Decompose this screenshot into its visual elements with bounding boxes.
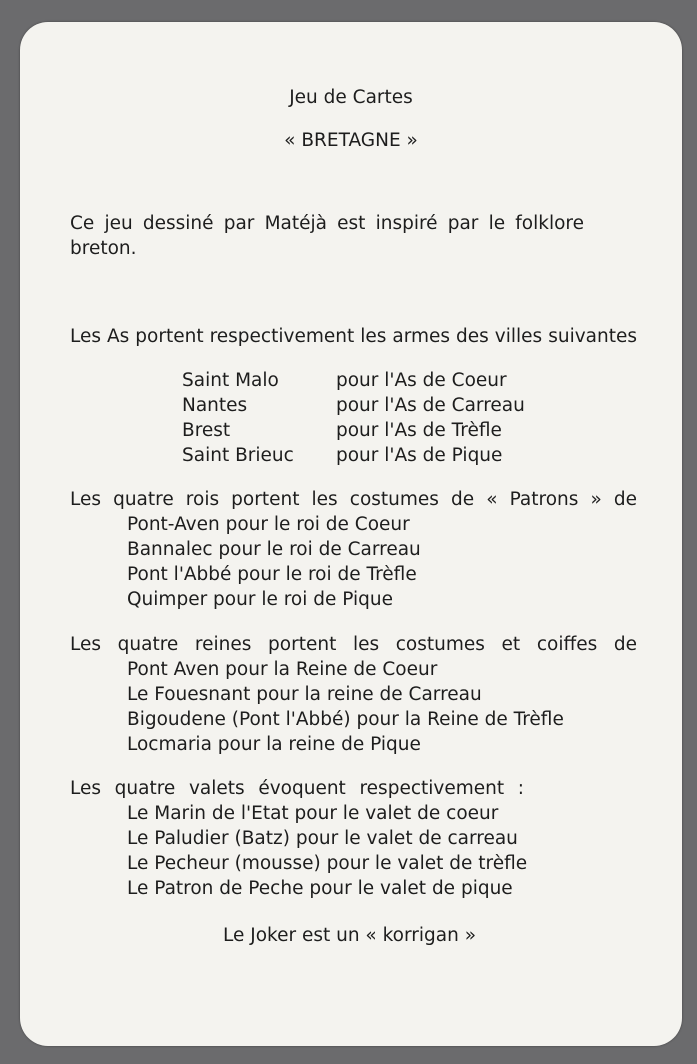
jacks-item: Le Marin de l'Etat pour le valet de coeur bbox=[127, 803, 499, 824]
kings-heading: Les quatre rois portent les costumes de « Patrons » de bbox=[70, 489, 637, 510]
aces-card: pour l'As de Pique bbox=[336, 445, 503, 466]
joker-line: Le Joker est un « korrigan » bbox=[223, 925, 477, 946]
aces-card: pour l'As de Coeur bbox=[336, 370, 507, 391]
aces-card: pour l'As de Trèfle bbox=[336, 420, 502, 441]
queens-item: Bigoudene (Pont l'Abbé) pour la Reine de Trèfle bbox=[127, 709, 564, 730]
kings-item: Pont-Aven pour le roi de Coeur bbox=[127, 514, 410, 535]
page-title: Jeu de Cartes bbox=[289, 87, 413, 108]
aces-card: pour l'As de Carreau bbox=[336, 395, 525, 416]
intro-line-1: Ce jeu dessiné par Matéjà est inspiré par le folklore bbox=[70, 213, 584, 234]
aces-city: Saint Malo bbox=[182, 370, 279, 391]
queens-item: Pont Aven pour la Reine de Coeur bbox=[127, 659, 438, 680]
jacks-heading: Les quatre valets évoquent respectivement : bbox=[70, 778, 524, 799]
queens-item: Locmaria pour la reine de Pique bbox=[127, 734, 421, 755]
jacks-item: Le Pecheur (mousse) pour le valet de trèfle bbox=[127, 853, 528, 874]
aces-heading: Les As portent respectivement les armes des villes suivantes bbox=[70, 326, 637, 347]
aces-city: Nantes bbox=[182, 395, 248, 416]
kings-item: Pont l'Abbé pour le roi de Trèfle bbox=[127, 564, 417, 585]
page-subtitle: « BRETAGNE » bbox=[284, 130, 418, 151]
jacks-item: Le Patron de Peche pour le valet de pique bbox=[127, 878, 513, 899]
kings-item: Bannalec pour le roi de Carreau bbox=[127, 539, 421, 560]
aces-city: Saint Brieuc bbox=[182, 445, 294, 466]
aces-city: Brest bbox=[182, 420, 231, 441]
queens-item: Le Fouesnant pour la reine de Carreau bbox=[127, 684, 482, 705]
queens-heading: Les quatre reines portent les costumes et coiffes de bbox=[70, 634, 637, 655]
kings-item: Quimper pour le roi de Pique bbox=[127, 589, 394, 610]
intro-line-2: breton. bbox=[70, 238, 137, 259]
jacks-item: Le Paludier (Batz) pour le valet de carreau bbox=[127, 828, 518, 849]
